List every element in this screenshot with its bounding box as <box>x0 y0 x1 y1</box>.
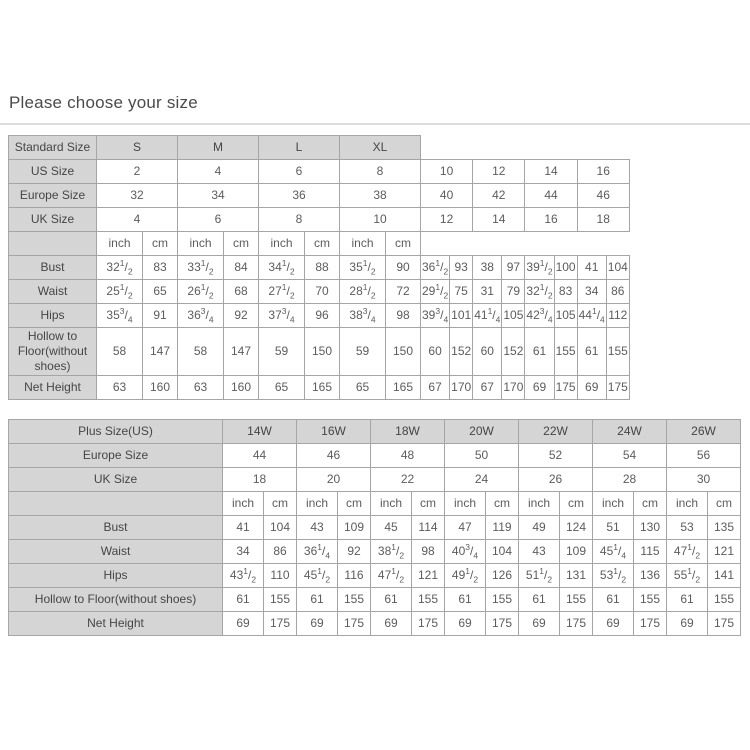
measurement-value: 98 <box>412 540 445 564</box>
size-value: 16 <box>525 208 577 232</box>
unit-label: inch <box>340 232 386 256</box>
size-group-header: 22W <box>519 420 593 444</box>
measurement-value: $26^1/_2$ <box>178 280 224 304</box>
size-group-header: 16W <box>297 420 371 444</box>
unit-label: inch <box>259 232 305 256</box>
measurement-value: $28^1/_2$ <box>340 280 386 304</box>
measurement-value: $35^3/_4$ <box>97 304 143 328</box>
unit-label: inch <box>223 492 264 516</box>
measurement-value: 160 <box>224 376 259 400</box>
size-value: 52 <box>519 444 593 468</box>
measurement-value: 130 <box>634 516 667 540</box>
measurement-value: 105 <box>502 304 525 328</box>
measurement-value: 38 <box>473 256 502 280</box>
measurement-value: 69 <box>577 376 606 400</box>
measurement-value: 126 <box>486 564 519 588</box>
measurement-value: $33^1/_2$ <box>178 256 224 280</box>
table-row <box>9 280 630 304</box>
row-label: Bust <box>9 256 97 280</box>
row-label-empty <box>9 232 97 256</box>
size-group-header: 20W <box>445 420 519 444</box>
measurement-value: $47^1/_2$ <box>667 540 708 564</box>
measurement-value: 61 <box>577 328 606 376</box>
size-value: 48 <box>371 444 445 468</box>
measurement-value: 155 <box>486 588 519 612</box>
measurement-value: 61 <box>525 328 554 376</box>
size-group-header: XL <box>340 136 421 160</box>
measurement-value: $38^3/_4$ <box>340 304 386 328</box>
measurement-value: 41 <box>577 256 606 280</box>
measurement-value: 104 <box>486 540 519 564</box>
measurement-value: 86 <box>264 540 297 564</box>
measurement-value: 34 <box>223 540 264 564</box>
table-row <box>9 328 630 376</box>
table-row <box>9 184 630 208</box>
unit-label: cm <box>560 492 593 516</box>
table-row <box>9 612 741 636</box>
size-value: 6 <box>178 208 259 232</box>
size-value: 14 <box>525 160 577 184</box>
measurement-value: $25^1/_2$ <box>97 280 143 304</box>
measurement-value: 175 <box>606 376 629 400</box>
measurement-value: 175 <box>554 376 577 400</box>
measurement-value: 63 <box>97 376 143 400</box>
size-value: 4 <box>178 160 259 184</box>
measurement-value: 59 <box>259 328 305 376</box>
page-title: Please choose your size <box>9 93 198 112</box>
divider-line <box>0 123 750 125</box>
measurement-value: 96 <box>305 304 340 328</box>
row-label: Europe Size <box>9 444 223 468</box>
measurement-value: 69 <box>223 612 264 636</box>
measurement-value: 69 <box>297 612 338 636</box>
measurement-value: 65 <box>259 376 305 400</box>
unit-label: inch <box>445 492 486 516</box>
row-label: Waist <box>9 280 97 304</box>
measurement-value: 86 <box>606 280 629 304</box>
size-value: 10 <box>421 160 473 184</box>
measurement-value: 97 <box>502 256 525 280</box>
size-value: 6 <box>259 160 340 184</box>
measurement-value: 83 <box>554 280 577 304</box>
measurement-value: 53 <box>667 516 708 540</box>
table-row <box>9 444 741 468</box>
measurement-value: $44^1/_4$ <box>577 304 606 328</box>
size-value: 12 <box>421 208 473 232</box>
measurement-value: 155 <box>338 588 371 612</box>
measurement-value: 43 <box>519 540 560 564</box>
corner-label: Standard Size <box>9 136 97 160</box>
size-value: 18 <box>223 468 297 492</box>
table-row <box>9 208 630 232</box>
measurement-value: 69 <box>445 612 486 636</box>
measurement-value: 124 <box>560 516 593 540</box>
size-group-header: 18W <box>371 420 445 444</box>
unit-label: inch <box>371 492 412 516</box>
size-value: 38 <box>340 184 421 208</box>
size-value: 32 <box>97 184 178 208</box>
measurement-value: 45 <box>371 516 412 540</box>
measurement-value: 59 <box>340 328 386 376</box>
measurement-value: 155 <box>554 328 577 376</box>
unit-label: inch <box>667 492 708 516</box>
unit-label: cm <box>143 232 178 256</box>
measurement-value: $32^1/_2$ <box>97 256 143 280</box>
measurement-value: 58 <box>178 328 224 376</box>
measurement-value: 72 <box>386 280 421 304</box>
measurement-value: 69 <box>525 376 554 400</box>
measurement-value: $43^1/_2$ <box>223 564 264 588</box>
measurement-value: $27^1/_2$ <box>259 280 305 304</box>
row-label: Hips <box>9 304 97 328</box>
measurement-value: 160 <box>143 376 178 400</box>
measurement-value: 91 <box>143 304 178 328</box>
measurement-value: 88 <box>305 256 340 280</box>
measurement-value: $55^1/_2$ <box>667 564 708 588</box>
measurement-value: 79 <box>502 280 525 304</box>
measurement-value: 65 <box>340 376 386 400</box>
measurement-value: 131 <box>560 564 593 588</box>
measurement-value: 175 <box>708 612 741 636</box>
row-label: US Size <box>9 160 97 184</box>
measurement-value: 104 <box>606 256 629 280</box>
measurement-value: 136 <box>634 564 667 588</box>
measurement-value: $36^3/_4$ <box>178 304 224 328</box>
measurement-value: 175 <box>264 612 297 636</box>
row-label: Bust <box>9 516 223 540</box>
measurement-value: $47^1/_2$ <box>371 564 412 588</box>
measurement-value: 150 <box>305 328 340 376</box>
measurement-value: $39^3/_4$ <box>421 304 450 328</box>
measurement-value: $40^3/_4$ <box>445 540 486 564</box>
standard-size-table <box>8 135 630 400</box>
size-value: 24 <box>445 468 519 492</box>
row-label: Hollow to Floor(without shoes) <box>9 588 223 612</box>
table-row <box>9 468 741 492</box>
measurement-value: 69 <box>371 612 412 636</box>
measurement-value: 155 <box>264 588 297 612</box>
measurement-value: 84 <box>224 256 259 280</box>
table-row <box>9 420 741 444</box>
measurement-value: $42^3/_4$ <box>525 304 554 328</box>
size-value: 10 <box>340 208 421 232</box>
measurement-value: 41 <box>223 516 264 540</box>
size-value: 30 <box>667 468 741 492</box>
size-group-header: 14W <box>223 420 297 444</box>
table-row <box>9 256 630 280</box>
measurement-value: 175 <box>560 612 593 636</box>
measurement-value: 67 <box>421 376 450 400</box>
row-label: Europe Size <box>9 184 97 208</box>
measurement-value: 121 <box>708 540 741 564</box>
measurement-value: 141 <box>708 564 741 588</box>
row-label: UK Size <box>9 208 97 232</box>
measurement-value: 121 <box>412 564 445 588</box>
unit-label: inch <box>178 232 224 256</box>
measurement-value: $29^1/_2$ <box>421 280 450 304</box>
measurement-value: 51 <box>593 516 634 540</box>
measurement-value: 147 <box>224 328 259 376</box>
measurement-value: 155 <box>708 588 741 612</box>
row-label-empty <box>9 492 223 516</box>
measurement-value: 70 <box>305 280 340 304</box>
measurement-value: 34 <box>577 280 606 304</box>
measurement-value: 155 <box>412 588 445 612</box>
table-row <box>9 160 630 184</box>
measurement-value: 61 <box>593 588 634 612</box>
measurement-value: 61 <box>667 588 708 612</box>
measurement-value: 114 <box>412 516 445 540</box>
unit-label: cm <box>338 492 371 516</box>
measurement-value: 101 <box>450 304 473 328</box>
measurement-value: 61 <box>445 588 486 612</box>
row-label: UK Size <box>9 468 223 492</box>
measurement-value: 65 <box>143 280 178 304</box>
measurement-value: 69 <box>667 612 708 636</box>
row-label: Hips <box>9 564 223 588</box>
table-row <box>9 232 630 256</box>
measurement-value: $37^3/_4$ <box>259 304 305 328</box>
measurement-value: 31 <box>473 280 502 304</box>
measurement-value: 93 <box>450 256 473 280</box>
size-value: 2 <box>97 160 178 184</box>
unit-label: cm <box>224 232 259 256</box>
measurement-value: 83 <box>143 256 178 280</box>
measurement-value: 61 <box>223 588 264 612</box>
size-value: 34 <box>178 184 259 208</box>
size-value: 56 <box>667 444 741 468</box>
size-value: 42 <box>473 184 525 208</box>
measurement-value: 98 <box>386 304 421 328</box>
table-row <box>9 492 741 516</box>
measurement-value: 170 <box>502 376 525 400</box>
measurement-value: $36^1/_4$ <box>297 540 338 564</box>
size-value: 14 <box>473 208 525 232</box>
measurement-value: 60 <box>473 328 502 376</box>
size-value: 8 <box>340 160 421 184</box>
measurement-value: 63 <box>178 376 224 400</box>
size-value: 44 <box>525 184 577 208</box>
measurement-value: 175 <box>338 612 371 636</box>
measurement-value: 100 <box>554 256 577 280</box>
plus-size-table <box>8 419 741 636</box>
measurement-value: 43 <box>297 516 338 540</box>
measurement-value: 155 <box>560 588 593 612</box>
measurement-value: $51^1/_2$ <box>519 564 560 588</box>
unit-label: inch <box>97 232 143 256</box>
measurement-value: 68 <box>224 280 259 304</box>
measurement-value: 175 <box>486 612 519 636</box>
measurement-value: $53^1/_2$ <box>593 564 634 588</box>
measurement-value: $49^1/_2$ <box>445 564 486 588</box>
measurement-value: 90 <box>386 256 421 280</box>
unit-label: cm <box>305 232 340 256</box>
measurement-value: 155 <box>634 588 667 612</box>
measurement-value: 75 <box>450 280 473 304</box>
measurement-value: $39^1/_2$ <box>525 256 554 280</box>
measurement-value: 58 <box>97 328 143 376</box>
row-label: Hollow to Floor(without shoes) <box>9 328 97 376</box>
measurement-value: 115 <box>634 540 667 564</box>
measurement-value: $45^1/_2$ <box>297 564 338 588</box>
measurement-value: 47 <box>445 516 486 540</box>
unit-label: inch <box>593 492 634 516</box>
measurement-value: $32^1/_2$ <box>525 280 554 304</box>
measurement-value: 116 <box>338 564 371 588</box>
measurement-value: 175 <box>412 612 445 636</box>
unit-label: cm <box>412 492 445 516</box>
unit-label: inch <box>519 492 560 516</box>
measurement-value: 69 <box>593 612 634 636</box>
unit-label: cm <box>386 232 421 256</box>
measurement-value: 67 <box>473 376 502 400</box>
size-value: 16 <box>577 160 629 184</box>
unit-label: inch <box>297 492 338 516</box>
unit-label: cm <box>264 492 297 516</box>
size-value: 50 <box>445 444 519 468</box>
unit-label: cm <box>486 492 519 516</box>
size-value: 54 <box>593 444 667 468</box>
size-value: 26 <box>519 468 593 492</box>
size-group-header: L <box>259 136 340 160</box>
corner-label: Plus Size(US) <box>9 420 223 444</box>
measurement-value: 69 <box>519 612 560 636</box>
size-group-header: 24W <box>593 420 667 444</box>
size-value: 40 <box>421 184 473 208</box>
measurement-value: 92 <box>338 540 371 564</box>
table-row <box>9 304 630 328</box>
size-value: 8 <box>259 208 340 232</box>
measurement-value: $38^1/_2$ <box>371 540 412 564</box>
size-group-header: 26W <box>667 420 741 444</box>
measurement-value: 170 <box>450 376 473 400</box>
measurement-value: 152 <box>502 328 525 376</box>
size-value: 20 <box>297 468 371 492</box>
table-row <box>9 564 741 588</box>
measurement-value: $34^1/_2$ <box>259 256 305 280</box>
size-group-header: M <box>178 136 259 160</box>
measurement-value: $45^1/_4$ <box>593 540 634 564</box>
measurement-value: 165 <box>386 376 421 400</box>
row-label: Waist <box>9 540 223 564</box>
measurement-value: $41^1/_4$ <box>473 304 502 328</box>
size-value: 44 <box>223 444 297 468</box>
measurement-value: $36^1/_2$ <box>421 256 450 280</box>
measurement-value: 155 <box>606 328 629 376</box>
measurement-value: 152 <box>450 328 473 376</box>
table-row <box>9 136 630 160</box>
size-value: 46 <box>297 444 371 468</box>
measurement-value: 135 <box>708 516 741 540</box>
measurement-value: 109 <box>560 540 593 564</box>
row-label: Net Height <box>9 612 223 636</box>
measurement-value: 109 <box>338 516 371 540</box>
measurement-value: 112 <box>606 304 629 328</box>
table-row <box>9 588 741 612</box>
measurement-value: 92 <box>224 304 259 328</box>
measurement-value: 165 <box>305 376 340 400</box>
size-value: 12 <box>473 160 525 184</box>
row-label: Net Height <box>9 376 97 400</box>
measurement-value: 61 <box>519 588 560 612</box>
size-value: 36 <box>259 184 340 208</box>
measurement-value: 104 <box>264 516 297 540</box>
measurement-value: 147 <box>143 328 178 376</box>
table-row <box>9 516 741 540</box>
measurement-value: 150 <box>386 328 421 376</box>
size-value: 28 <box>593 468 667 492</box>
measurement-value: 61 <box>297 588 338 612</box>
measurement-value: 105 <box>554 304 577 328</box>
measurement-value: $35^1/_2$ <box>340 256 386 280</box>
size-value: 22 <box>371 468 445 492</box>
measurement-value: 110 <box>264 564 297 588</box>
table-row <box>9 376 630 400</box>
measurement-value: 61 <box>371 588 412 612</box>
size-group-header: S <box>97 136 178 160</box>
table-row <box>9 540 741 564</box>
measurement-value: 175 <box>634 612 667 636</box>
unit-label: cm <box>634 492 667 516</box>
measurement-value: 119 <box>486 516 519 540</box>
measurement-value: 60 <box>421 328 450 376</box>
unit-label: cm <box>708 492 741 516</box>
size-value: 18 <box>577 208 629 232</box>
size-value: 46 <box>577 184 629 208</box>
measurement-value: 49 <box>519 516 560 540</box>
size-value: 4 <box>97 208 178 232</box>
